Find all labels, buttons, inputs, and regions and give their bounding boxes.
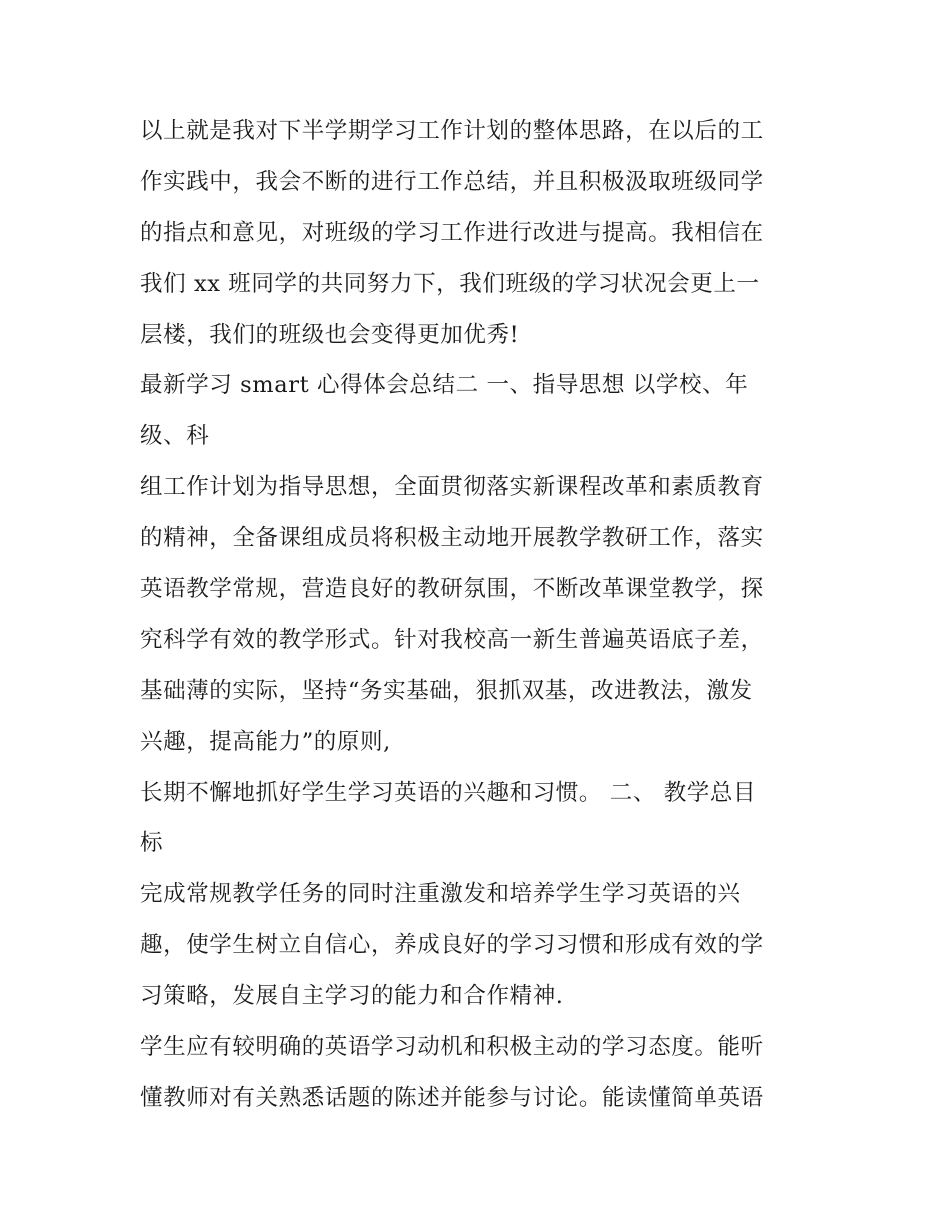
text-line: 我们 xx 班同学的共同努力下，我们班级的学习状况会更上一 [140,270,760,297]
text-line: 标 [140,830,164,857]
text-line: 完成常规教学任务的同时注重激发和培养学生学习英语的兴 [140,881,741,908]
text-line: 懂教师对有关熟悉话题的陈述并能参与讨论。能读懂简单英语 [140,1084,764,1111]
text-line: 趣，使学生树立自信心，养成良好的学习习惯和形成有效的学 [140,932,764,959]
text-line: 英语教学常规，营造良好的教研氛围，不断改革课堂教学，探 [140,576,764,603]
text-line: 层楼，我们的班级也会变得更加优秀! [140,321,520,348]
text-line: 组工作计划为指导思想，全面贯彻落实新课程改革和素质教育 [140,474,764,501]
text-line: 长期不懈地抓好学生学习英语的兴趣和习惯。 二、 教学总目 [140,779,757,806]
document-body [140,106,830,1124]
text-line: 兴趣，提高能力”的原则, [140,728,391,755]
text-line: 的指点和意见，对班级的学习工作进行改进与提高。我相信在 [140,219,764,246]
text-line: 的精神，全备课组成员将积极主动地开展教学教研工作，落实 [140,525,764,552]
text-line: 作实践中，我会不断的进行工作总结，并且积极汲取班级同学 [140,168,764,195]
text-line: 级、科 [140,423,210,450]
text-line: 基础薄的实际，坚持“务实基础，狠抓双基，改进教法，激发 [140,677,753,704]
text-line: 以上就是我对下半学期学习工作计划的整体思路，在以后的工 [140,118,764,144]
text-line: 究科学有效的教学形式。针对我校高一新生普遍英语底子差， [140,626,764,653]
text-line: 学生应有较明确的英语学习动机和积极主动的学习态度。能听 [140,1034,764,1061]
section-heading-line: 最新学习 smart 心得体会总结二 一、指导思想 以学校、年 [140,372,749,399]
text-line: 习策略，发展自主学习的能力和合作精神. [140,983,564,1010]
